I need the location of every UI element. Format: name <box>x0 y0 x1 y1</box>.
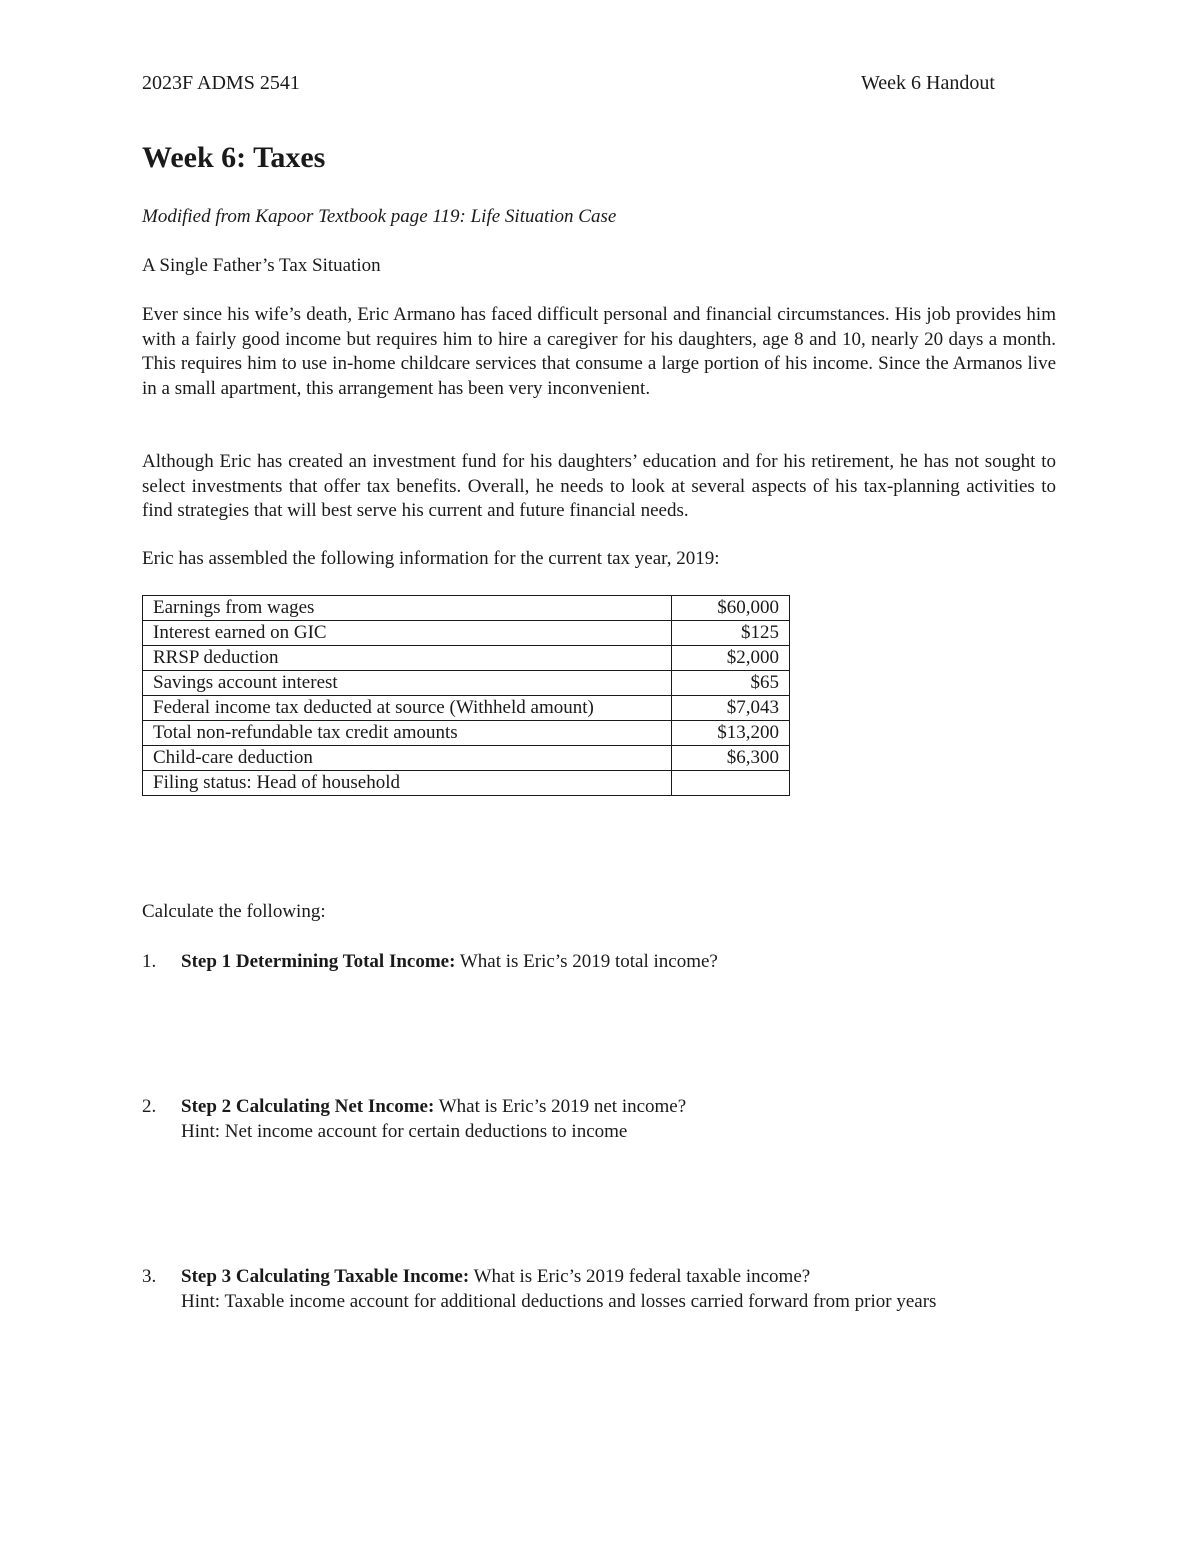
row-value: $65 <box>672 671 790 696</box>
row-label: Filing status: Head of household <box>143 771 672 796</box>
row-label: Child-care deduction <box>143 746 672 771</box>
paragraph-2: Although Eric has created an investment fund for his daughters’ education and for his retirement, he has not sought to select investments that offer tax benefits. Overall, he needs to look at several aspects of his tax-planning activities to find strategies that will best serve his current and future financial needs. <box>142 451 1056 521</box>
row-value: $2,000 <box>672 646 790 671</box>
question-text: What is Eric’s 2019 net income? <box>434 1096 687 1117</box>
table-row <box>143 596 790 621</box>
question-step: Step 1 Determining Total Income: <box>181 951 456 972</box>
case-title: A Single Father’s Tax Situation <box>142 255 381 276</box>
question-number: 3. <box>142 1266 157 1287</box>
table-row <box>143 721 790 746</box>
row-value: $60,000 <box>672 596 790 621</box>
table-row <box>143 621 790 646</box>
table-row <box>143 771 790 796</box>
table-row <box>143 746 790 771</box>
row-label: RRSP deduction <box>143 646 672 671</box>
row-value: $13,200 <box>672 721 790 746</box>
row-label: Interest earned on GIC <box>143 621 672 646</box>
row-value: $125 <box>672 621 790 646</box>
question-number: 2. <box>142 1096 157 1117</box>
table-row <box>143 671 790 696</box>
row-label: Savings account interest <box>143 671 672 696</box>
question-step: Step 3 Calculating Taxable Income: <box>181 1266 470 1287</box>
row-label: Federal income tax deducted at source (Withheld amount) <box>143 696 672 721</box>
question-number: 1. <box>142 951 157 972</box>
subtitle: Modified from Kapoor Textbook page 119: Life Situation Case <box>142 206 617 227</box>
row-value <box>672 771 790 796</box>
header-course: 2023F ADMS 2541 <box>142 72 300 94</box>
question-text: What is Eric’s 2019 federal taxable income? <box>469 1266 811 1287</box>
row-value: $6,300 <box>672 746 790 771</box>
row-value: $7,043 <box>672 696 790 721</box>
question-hint: Hint: Net income account for certain deductions to income <box>181 1121 628 1142</box>
row-label: Total non-refundable tax credit amounts <box>143 721 672 746</box>
paragraph-1: Ever since his wife’s death, Eric Armano has faced difficult personal and financial circumstances. His job provides him with a fairly good income but requires him to hire a caregiver for his daughters, age 8 and 10, nearly 20 days a month. This requires him to use in-home childcare services that consume a large portion of his income. Since the Armanos live in a small apartment, this arrangement has been very inconvenient. <box>142 304 1056 399</box>
page-title: Week 6: Taxes <box>142 141 326 174</box>
calculate-intro: Calculate the following: <box>142 901 326 922</box>
table-row <box>143 696 790 721</box>
tax-info-table <box>142 595 790 796</box>
question-text: What is Eric’s 2019 total income? <box>455 951 718 972</box>
question-step: Step 2 Calculating Net Income: <box>181 1096 435 1117</box>
question-hint: Hint: Taxable income account for additional deductions and losses carried forward from prior years <box>181 1291 937 1312</box>
row-label: Earnings from wages <box>143 596 672 621</box>
table-intro: Eric has assembled the following information for the current tax year, 2019: <box>142 548 720 569</box>
header-handout: Week 6 Handout <box>861 72 995 94</box>
table-row <box>143 646 790 671</box>
